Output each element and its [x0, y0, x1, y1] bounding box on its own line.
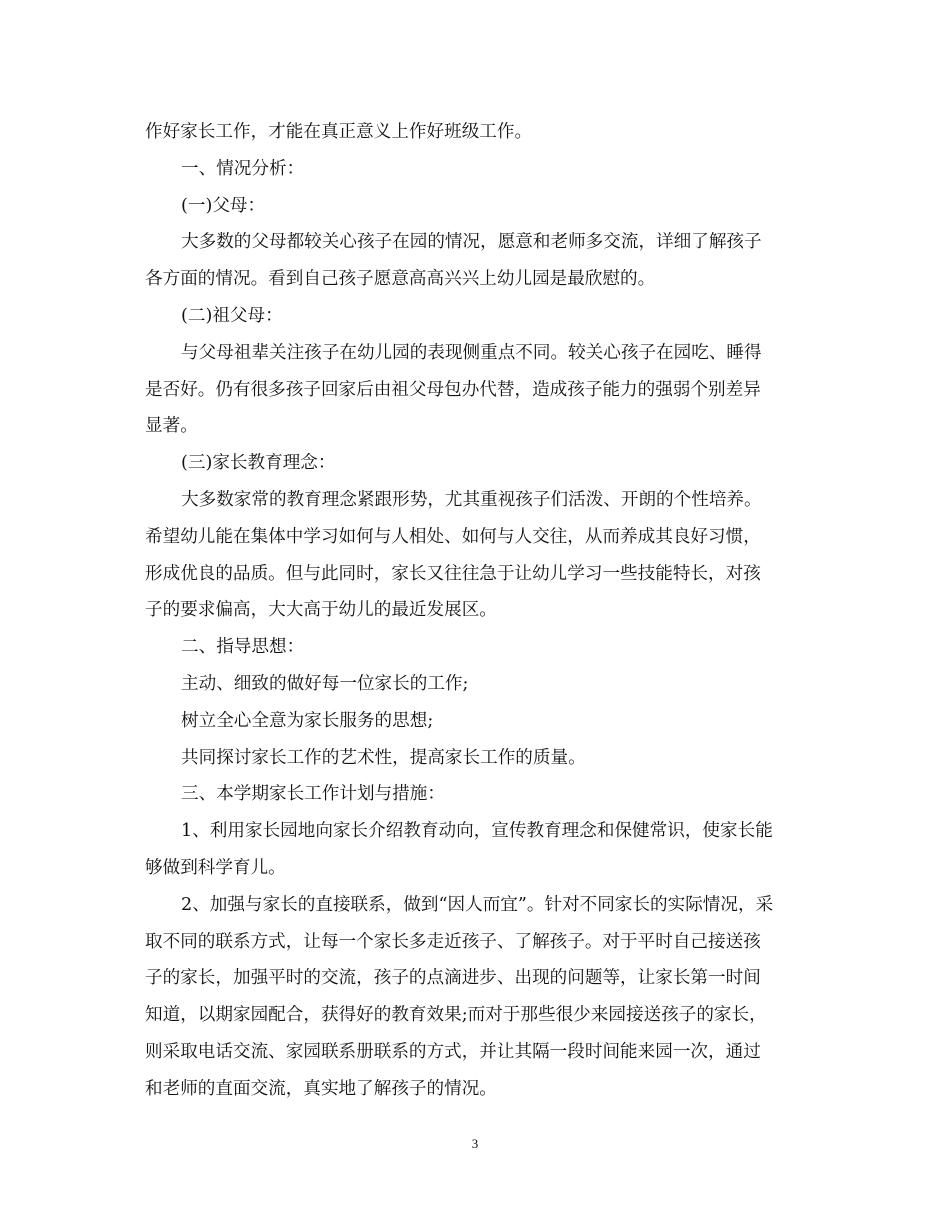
paragraph	[145, 298, 807, 335]
text-line: (三)家长教育理念：	[181, 453, 336, 474]
text-line: 二、指导思想：	[181, 637, 305, 658]
paragraph	[145, 114, 807, 151]
text-line: 大多数的父母都较关心孩子在园的情况，愿意和老师多交流，详细了解孩子	[181, 232, 762, 253]
paragraph	[145, 813, 807, 887]
page-number: 3	[471, 1136, 479, 1151]
text-line: 希望幼儿能在集体中学习如何与人相处、如何与人交往，从而养成其良好习惯，	[145, 526, 761, 547]
text-line: 则采取电话交流、家园联系册联系的方式，并让其隔一段时间能来园一次，通过	[145, 1041, 761, 1062]
text-line: 2、加强与家长的直接联系，做到“因人而宜”。针对不同家长的实际情况，采	[181, 894, 774, 915]
text-line: 1、利用家长园地向家长介绍教育动向，宣传教育理念和保健常识，使家长能	[181, 821, 773, 842]
text-line: 大多数家常的教育理念紧跟形势，尤其重视孩子们活泼、开朗的个性培养。	[181, 489, 762, 510]
text-line: 共同探讨家长工作的艺术性，提高家长工作的质量。	[181, 747, 586, 768]
text-line: 取不同的联系方式，让每一个家长多走近孩子、了解孩子。对于平时自己接送孩	[145, 931, 761, 952]
paragraph	[145, 740, 807, 777]
paragraph	[145, 629, 807, 666]
paragraph	[145, 188, 807, 225]
text-line: 子的家长，加强平时的交流，孩子的点滴进步、出现的问题等，让家长第一时间	[145, 968, 761, 989]
paragraph	[145, 887, 807, 1108]
text-line: 树立全心全意为家长服务的思想;	[181, 710, 434, 731]
paragraph	[145, 776, 807, 813]
paragraph	[145, 482, 807, 629]
text-line: (一)父母：	[181, 195, 266, 216]
text-line: 三、本学期家长工作计划与措施：	[181, 784, 445, 805]
text-line: 主动、细致的做好每一位家长的工作;	[181, 673, 469, 694]
text-line: 作好家长工作，才能在真正意义上作好班级工作。	[145, 122, 533, 142]
text-line: 一、情况分析：	[181, 158, 305, 179]
paragraph	[145, 224, 807, 298]
text-line: 和老师的直面交流，真实地了解孩子的情况。	[145, 1078, 497, 1099]
text-line: 形成优良的品质。但与此同时，家长又往往急于让幼儿学习一些技能特长，对孩	[145, 563, 761, 584]
document-body	[145, 114, 807, 1108]
paragraph	[145, 445, 807, 482]
paragraph	[145, 151, 807, 188]
text-line: 子的要求偏高，大大高于幼儿的最近发展区。	[145, 600, 497, 621]
text-line: 够做到科学育儿。	[145, 857, 286, 878]
paragraph	[145, 335, 807, 445]
text-line: (二)祖父母：	[181, 305, 283, 326]
text-line: 显著。	[145, 416, 198, 437]
text-line: 各方面的情况。看到自己孩子愿意高高兴兴上幼儿园是最欣慰的。	[145, 269, 656, 290]
text-line: 知道，以期家园配合，获得好的教育效果;而对于那些很少来园接送孩子的家长，	[145, 1005, 767, 1026]
paragraph	[145, 703, 807, 740]
text-line: 与父母祖辈关注孩子在幼儿园的表现侧重点不同。较关心孩子在园吃、睡得	[181, 342, 762, 363]
text-line: 是否好。仍有很多孩子回家后由祖父母包办代替，造成孩子能力的强弱个别差异	[145, 379, 761, 400]
paragraph	[145, 666, 807, 703]
